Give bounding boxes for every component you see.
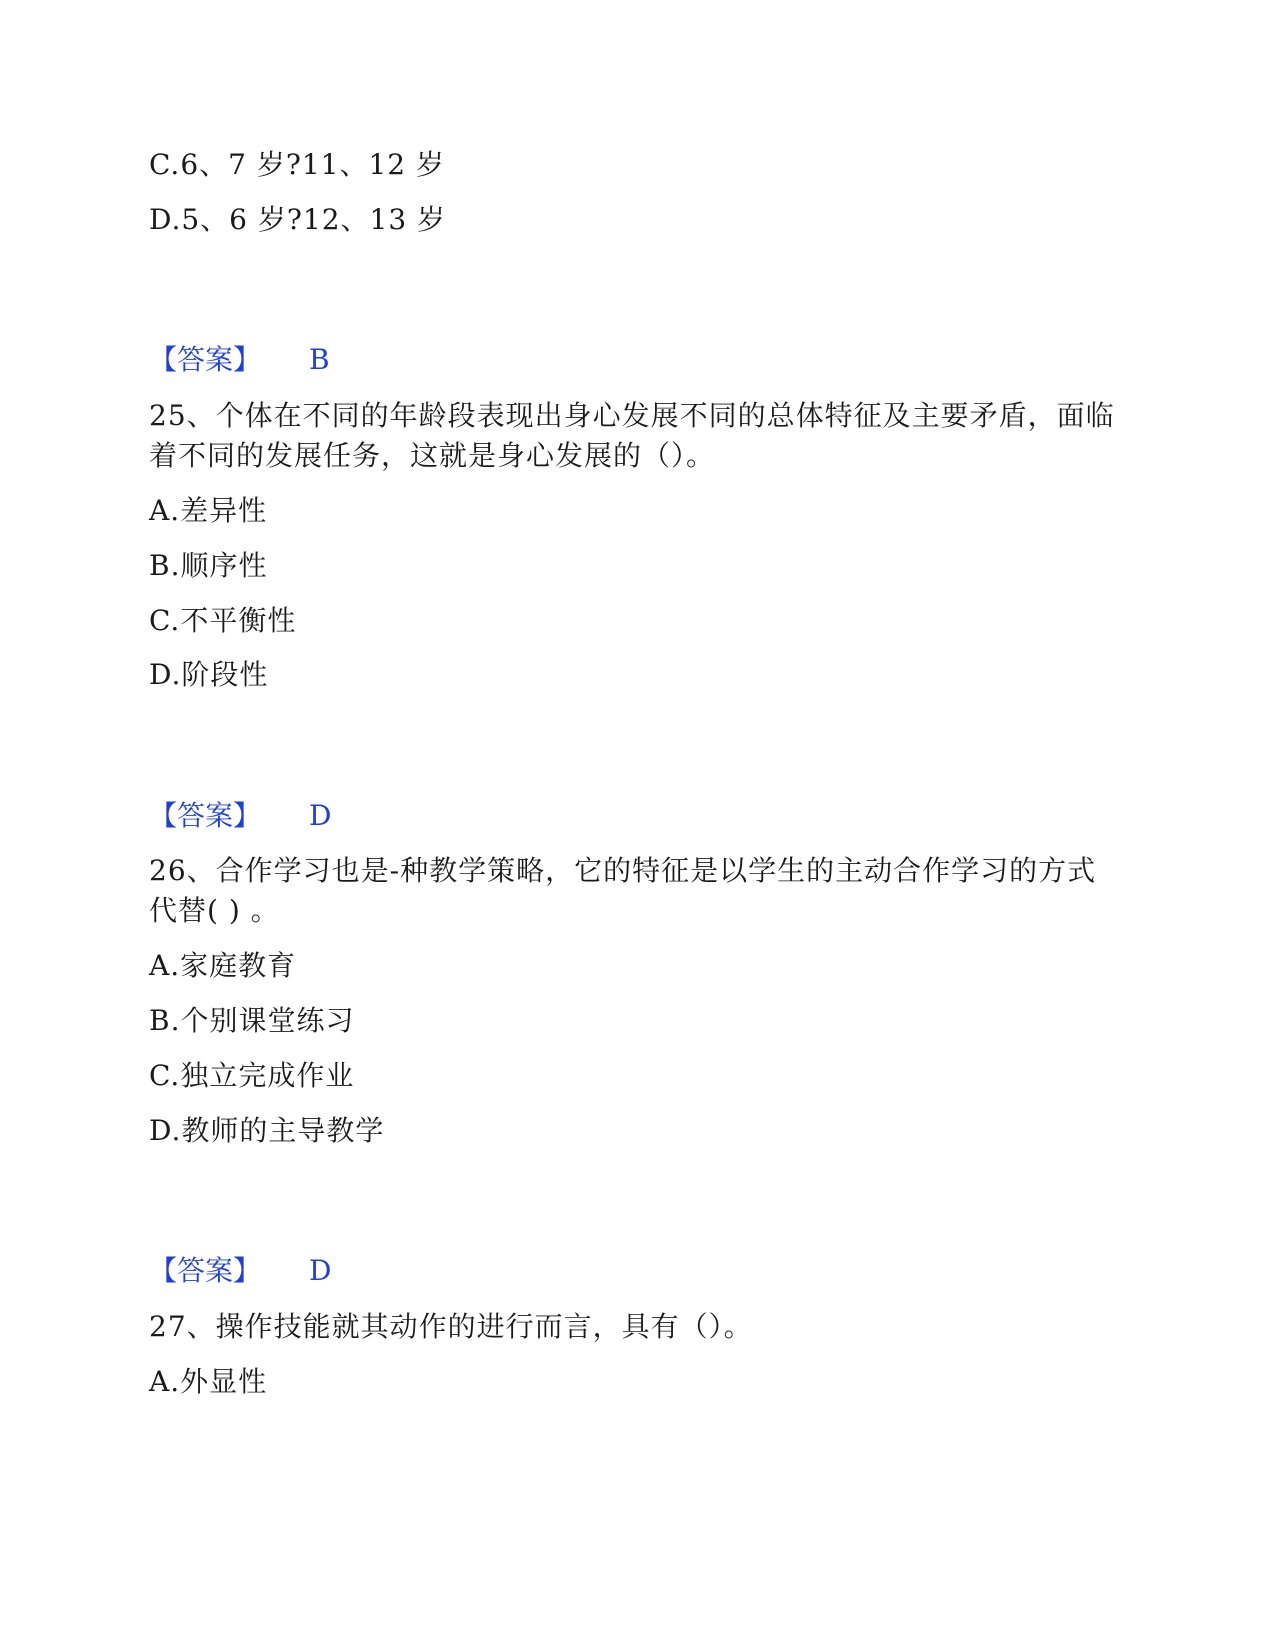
q25-option-a: A.差异性 <box>149 494 268 527</box>
q24-option-d: D.5、6 岁?12、13 岁 <box>149 203 447 236</box>
q27-option-a: A.外显性 <box>149 1365 268 1398</box>
answer-q24 <box>149 342 330 378</box>
q25-option-d: D.阶段性 <box>149 658 269 691</box>
q25-stem-line2: 着不同的发展任务，这就是身心发展的（）。 <box>149 439 716 472</box>
q25-option-b: B.顺序性 <box>149 549 268 582</box>
q26-option-a: A.家庭教育 <box>149 949 297 982</box>
q24-option-c: C.6、7 岁?11、12 岁 <box>149 148 446 181</box>
q27-stem-line1: 27、操作技能就其动作的进行而言，具有（）。 <box>149 1310 753 1343</box>
q26-stem-line1: 26、合作学习也是-种教学策略，它的特征是以学生的主动合作学习的方式 <box>149 854 1097 887</box>
q25-option-c: C.不平衡性 <box>149 604 297 637</box>
q26-option-b: B.个别课堂练习 <box>149 1004 355 1037</box>
q26-option-c: C.独立完成作业 <box>149 1059 355 1092</box>
q26-option-d: D.教师的主导教学 <box>149 1114 385 1147</box>
q26-stem-line2: 代替( ) 。 <box>149 894 280 927</box>
answer-q26 <box>149 1253 331 1289</box>
answer-value: D <box>309 799 332 832</box>
answer-label: 【答案】 <box>149 799 262 832</box>
answer-label: 【答案】 <box>149 343 262 376</box>
answer-value: B <box>309 343 330 376</box>
answer-q25 <box>149 798 331 834</box>
q25-stem-line1: 25、个体在不同的年龄段表现出身心发展不同的总体特征及主要矛盾，面临 <box>149 399 1115 432</box>
answer-label: 【答案】 <box>149 1254 262 1287</box>
answer-value: D <box>309 1254 332 1287</box>
